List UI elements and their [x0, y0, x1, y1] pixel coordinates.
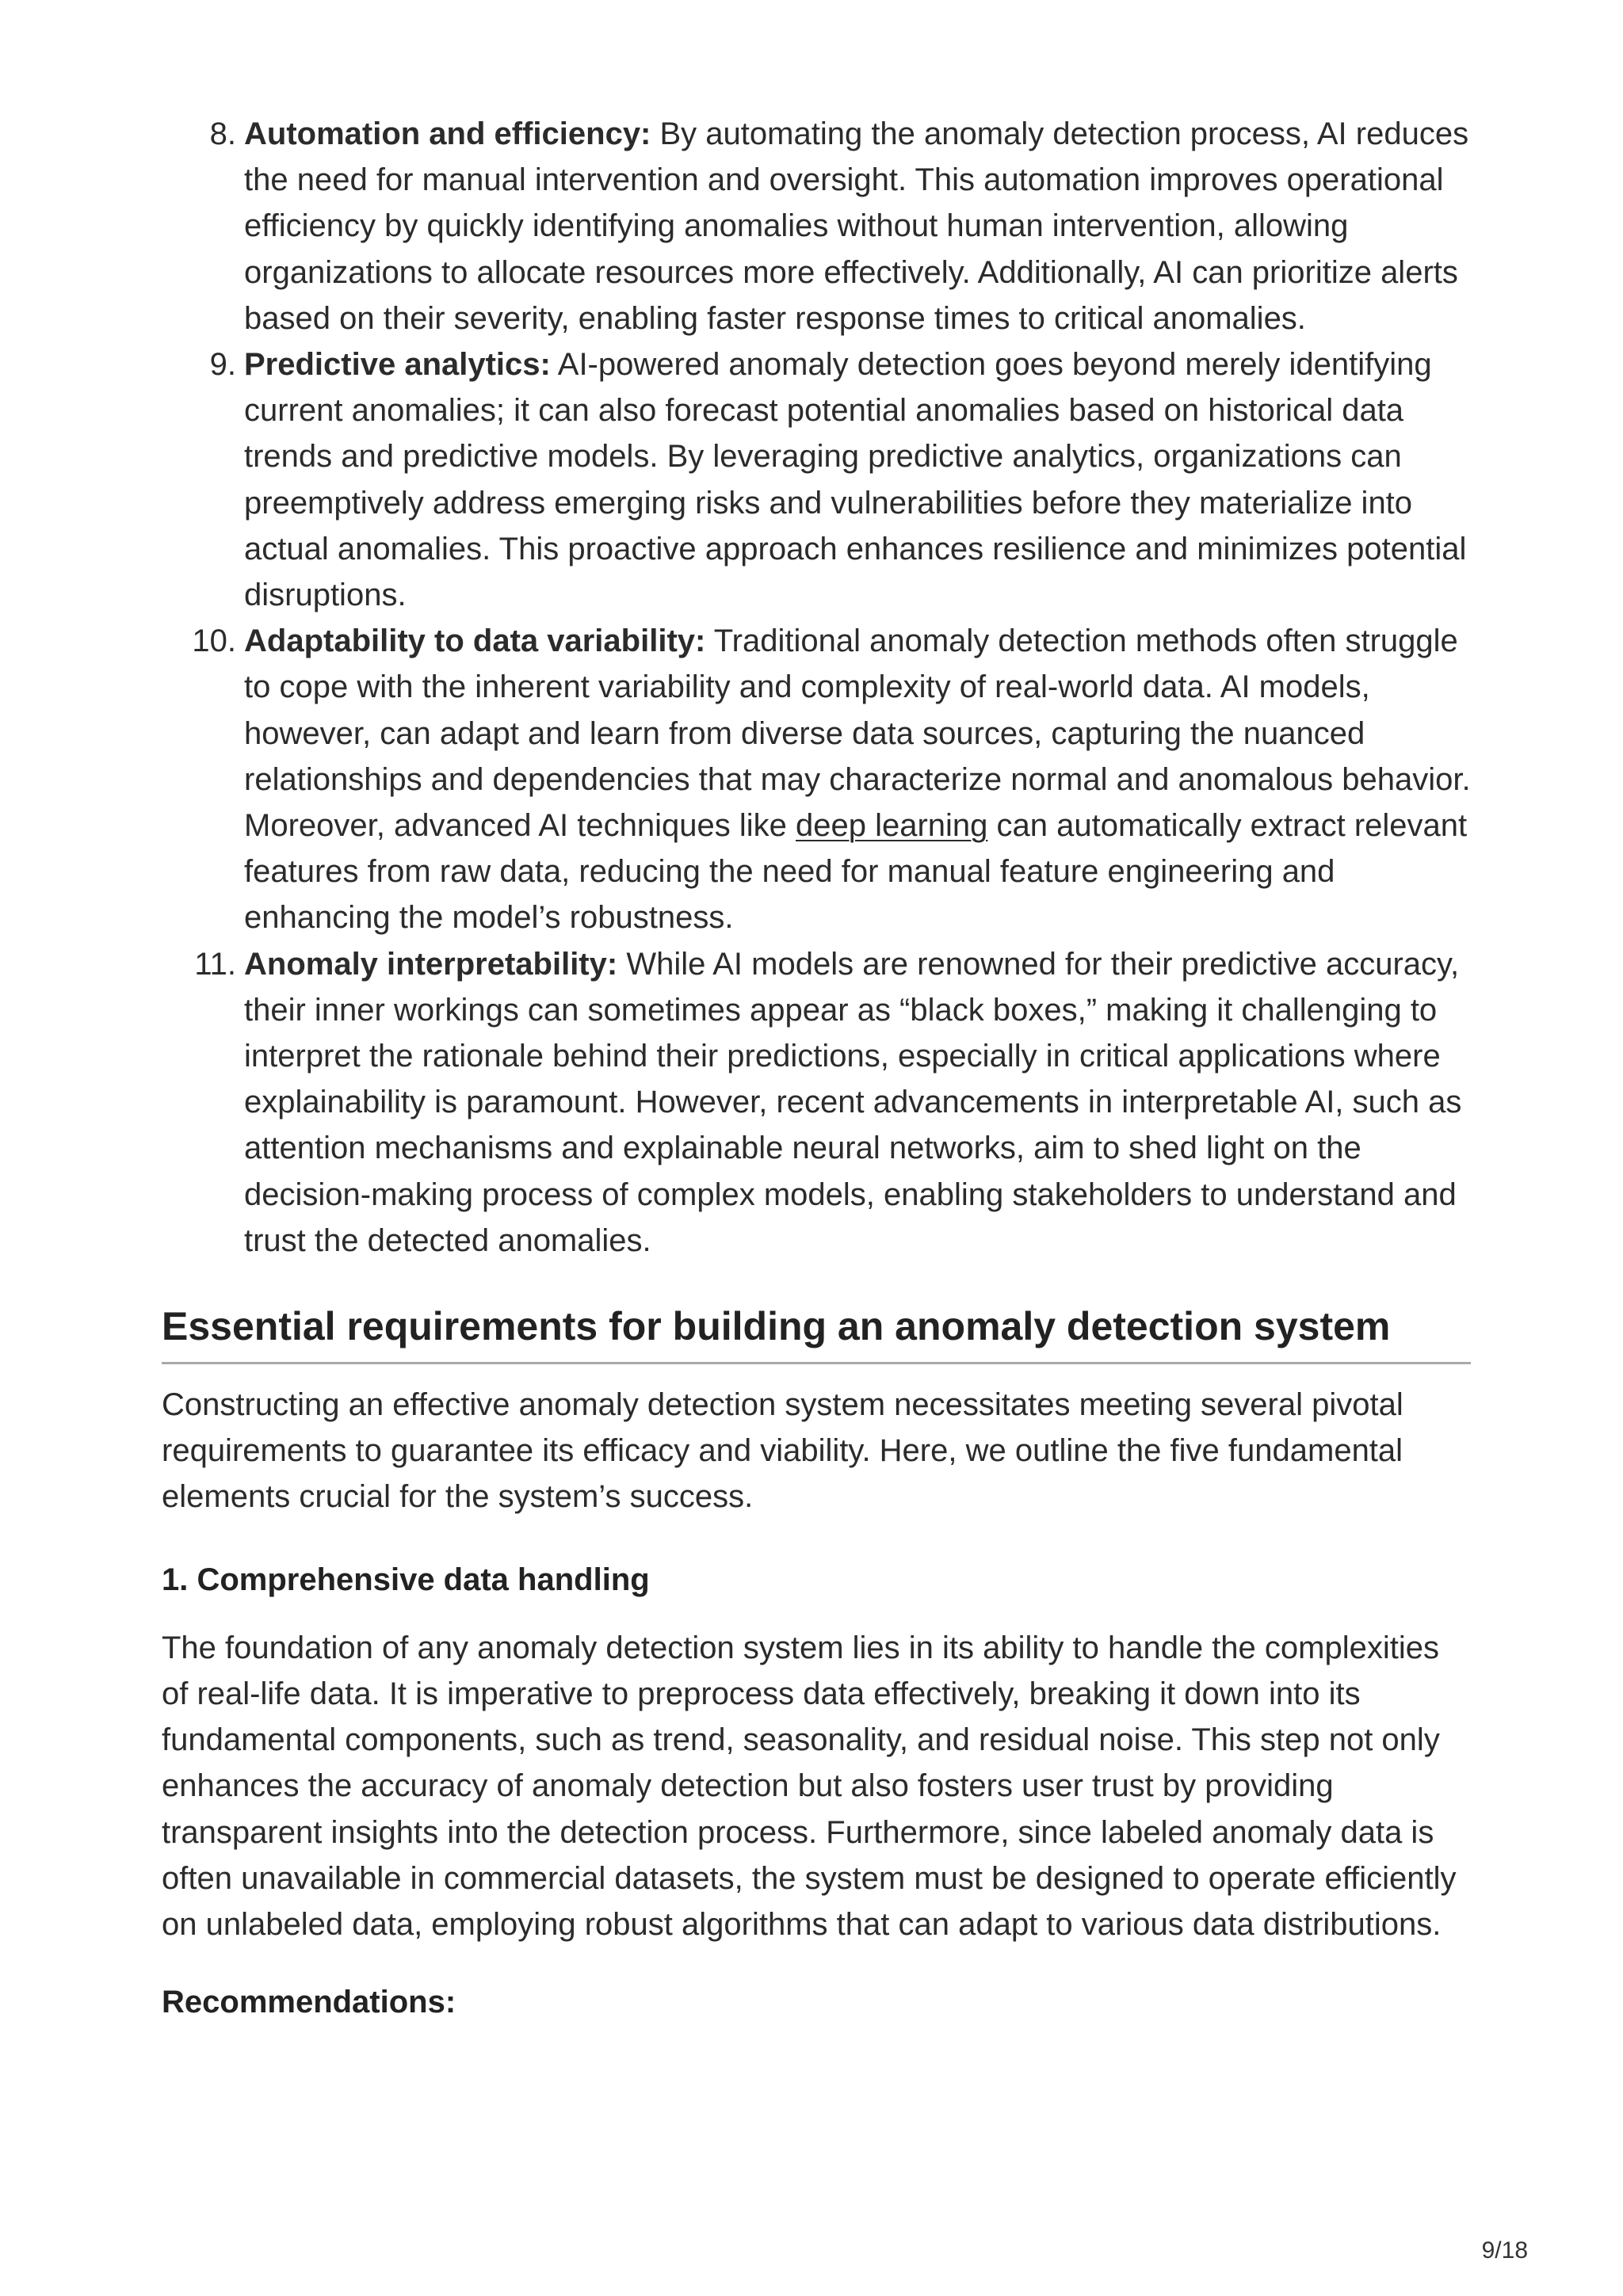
list-item-number: 8. — [209, 116, 236, 151]
list-item — [162, 618, 1471, 940]
deep-learning-link[interactable]: deep learning — [795, 808, 988, 844]
list-item-title: Adaptability to data variability: — [244, 624, 706, 659]
list-item — [162, 941, 1471, 1264]
section-heading: Essential requirements for building an anomaly detection system — [162, 1302, 1471, 1364]
recommendations-label: Recommendations: — [162, 1985, 456, 2020]
list-item-number: 9. — [209, 347, 236, 383]
list-item-title: Predictive analytics: — [244, 347, 551, 383]
benefits-list — [162, 111, 1471, 1264]
list-item-text-continued: can automatically extract relevant features from raw data, reducing the need for manual feature engineering and enhancing the model’s robustness. — [244, 808, 1468, 936]
list-item-number: 11. — [194, 946, 236, 982]
list-item-text: By automating the anomaly detection process, AI reduces the need for manual intervention and oversight. This automation improves operational efficiency by quickly identifying anomalies without human intervention, allowing organizations to allocate resources more effectively. Additionally, AI can prioritize alerts based on their severity, enabling faster response times to critical anomalies. — [244, 116, 1469, 336]
list-item-text: Traditional anomaly detection methods often struggle to cope with the inherent variability and complexity of real-world data. AI models, however, can adapt and learn from diverse data sources, capturing the nuanced relationships and dependencies that may characterize normal and anomalous behavior. Moreover, advanced AI techniques like — [244, 624, 1471, 844]
list-item-title: Automation and efficiency: — [244, 116, 651, 151]
list-item — [162, 341, 1471, 618]
page-number: 9/18 — [1481, 2237, 1528, 2264]
subsection-paragraph: The foundation of any anomaly detection system lies in its ability to handle the complexities of real-life data. It is imperative to preprocess data effectively, breaking it down into its fundamental components, such as trend, seasonality, and residual noise. This step not only enhances the accuracy of anomaly detection but also fosters user trust by providing transparent insights into the detection process. Furthermore, since labeled anomaly data is often unavailable in commercial datasets, the system must be designed to operate efficiently on unlabeled data, employing robust algorithms that can adapt to various data distributions. — [162, 1630, 1457, 1942]
list-item — [162, 111, 1471, 341]
subsection-heading: 1. Comprehensive data handling — [162, 1562, 650, 1597]
document-page — [162, 111, 1471, 2025]
list-item-text: AI-powered anomaly detection goes beyond merely identifying current anomalies; it can also forecast potential anomalies based on historical data trends and predictive models. By leveraging predictive analytics, organizations can preemptively address emerging risks and vulnerabilities before they materialize into actual anomalies. This proactive approach enhances resilience and minimizes potential disruptions. — [244, 347, 1467, 613]
list-item-number: 10. — [192, 624, 236, 659]
list-item-text: While AI models are renowned for their predictive accuracy, their inner workings can sometimes appear as “black boxes,” making it challenging to interpret the rationale behind their predictions, especially in critical applications where explainability is paramount. However, recent advancements in interpretable AI, such as attention mechanisms and explainable neural networks, aim to shed light on the decision-making process of complex models, enabling stakeholders to understand and trust the detected anomalies. — [244, 946, 1462, 1258]
list-item-title: Anomaly interpretability: — [244, 946, 618, 982]
section-intro: Constructing an effective anomaly detection system necessitates meeting several pivotal requirements to guarantee its efficacy and viability. Here, we outline the five fundamental elements crucial for the system’s success. — [162, 1387, 1403, 1515]
